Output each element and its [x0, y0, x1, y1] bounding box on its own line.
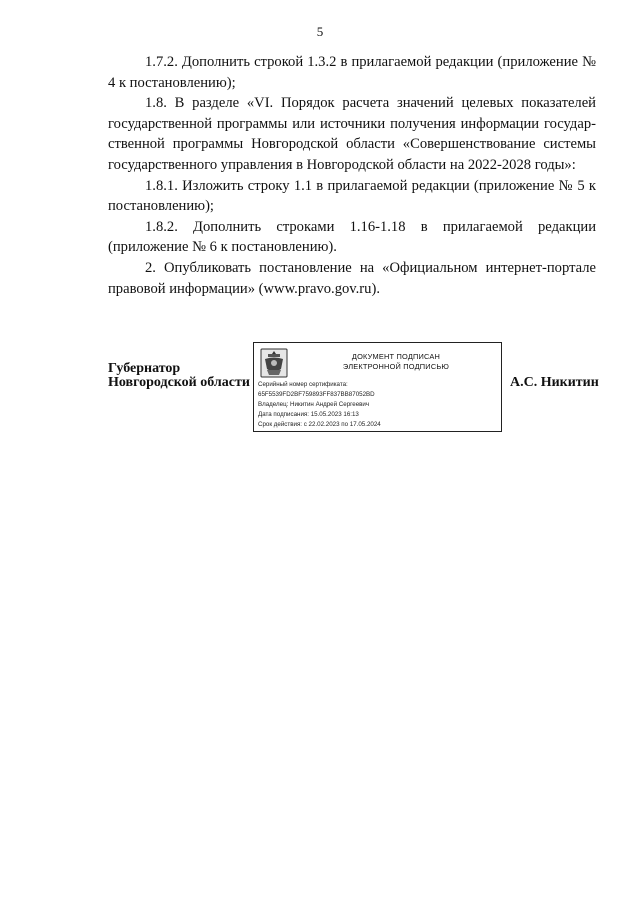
paragraph-1-8-2: 1.8.2. Дополнить строками 1.16-1.18 в прилагаемой редакции (приложение № 6 к постановлению). — [108, 218, 596, 256]
signatory-name: А.С. Никитин — [510, 375, 599, 390]
signatory-title-line1: Губернатор — [108, 361, 181, 376]
signatory-title — [108, 362, 250, 390]
paragraph-2: 2. Опубликовать постановление на «Официальном интернет-портале правовой информации» (www.pravo.gov.ru). — [108, 259, 596, 297]
document-body — [108, 52, 596, 299]
stamp-header-line2: ЭЛЕКТРОННОЙ ПОДПИСЬЮ — [342, 362, 450, 371]
stamp-header-line1: ДОКУМЕНТ ПОДПИСАН — [351, 352, 441, 361]
owner: Владелец: Никитин Андрей Сергеевич — [258, 401, 370, 408]
validity-period: Срок действия: с 22.02.2023 по 17.05.2024 — [258, 421, 381, 428]
coat-of-arms-icon — [259, 347, 289, 379]
signed-date: Дата подписания: 15.05.2023 16:13 — [258, 411, 359, 418]
serial-value: 65F5539FD2BF759893FF837BB87052BD — [258, 391, 375, 398]
paragraph-1-7-2: 1.7.2. Дополнить строкой 1.3.2 в прилагаемой редакции (приложение № 4 к постановлению); — [108, 54, 596, 91]
electronic-signature-stamp — [253, 342, 502, 432]
page-number: 5 — [316, 24, 324, 39]
stamp-header — [296, 352, 496, 372]
paragraph-1-8-1: 1.8.1. Изложить строку 1.1 в прилагаемой редакции (приложение № 5 к постановлению); — [108, 177, 596, 215]
stamp-details — [258, 380, 498, 430]
serial-label: Серийный номер сертификата: — [258, 381, 348, 388]
signatory-title-line2: Новгородской области — [108, 375, 250, 390]
paragraph-1-8: 1.8. В разделе «VI. Порядок расчета значений целевых показателей государственной программы или источники получения информации государ- ственной программы Новгородской области «Совершенствование системы государственного управления в Новгородской области на 2022-2028 годы»: — [108, 95, 596, 173]
